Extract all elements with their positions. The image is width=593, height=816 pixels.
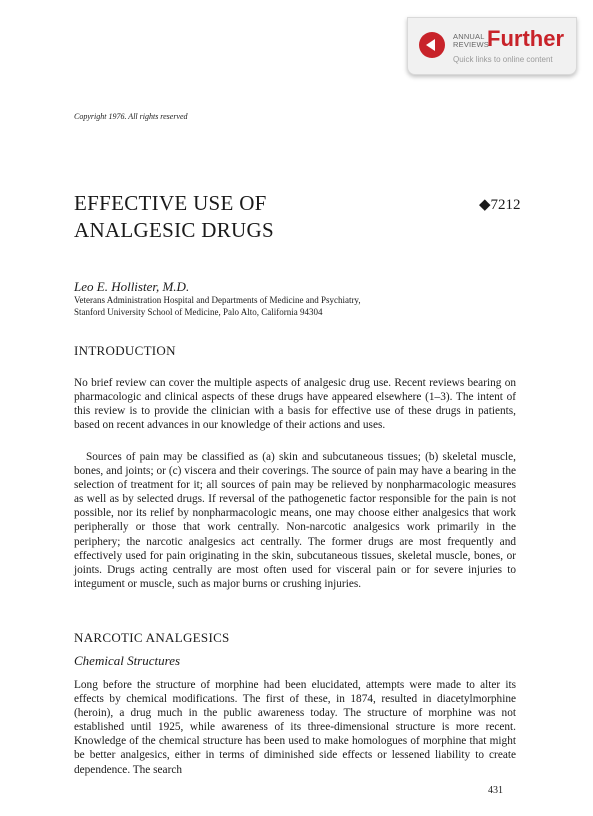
badge-further-label: Further [487, 26, 564, 51]
section-heading-narcotic-analgesics: NARCOTIC ANALGESICS [74, 630, 230, 645]
section-heading-introduction: INTRODUCTION [74, 343, 176, 358]
author-affiliation-line1: Veterans Administration Hospital and Departments of Medicine and Psychiatry, [74, 295, 361, 305]
author-name: Leo E. Hollister, M.D. [74, 279, 190, 294]
paragraph-chemical-1: Long before the structure of morphine had been elucidated, attempts were made to alter its effects by chemical modifications. The first of these, in 1874, resulted in diacetylmorphine (heroin), a drug much in the public awareness today. The structure of morphine was not established until 1925, while awareness of its three-dimensional structure is more recent. Knowledge of the chemical structure has been used to make homologues of morphine that might be better analgesics, either in terms of diminished side effects or lessened liability to create dependence. The search [74, 679, 516, 776]
paragraph-intro-2: Sources of pain may be classified as (a) skin and subcutaneous tissues; (b) skeletal muscle, bones, and joints; or (c) viscera and their coverings. The source of pain may have a bearing in the selection of treatment for it; all sources of pain may be relieved by nonpharmacologic measures as well as by selected drugs. If reversal of the pathogenetic factor responsible for the pain is not possible, nor its relief by nonpharmacologic means, one may choose either analgesics that work peripherally or those that work centrally. Non-narcotic analgesics work primarily in the periphery; the narcotic analgesics act centrally. The former drugs are most frequently and effectively used for pain originating in the skin, subcutaneous tissues, skeletal muscle, bones, or joints. Drugs acting centrally are most often used for visceral pain or for severe injuries to integument or muscle, such as major burns or crushing injuries. [74, 451, 516, 590]
document-number: ◆7212 [479, 197, 521, 213]
copyright-notice: Copyright 1976. All rights reserved [74, 112, 188, 121]
badge-annual-label: ANNUAL [453, 32, 485, 41]
article-title: EFFECTIVE USE OF ANALGESIC DRUGS [74, 191, 274, 242]
badge-reviews-label: REVIEWS [453, 40, 489, 49]
author-affiliation-line2: Stanford University School of Medicine, Palo Alto, California 94304 [74, 307, 323, 317]
subsection-heading-chemical-structures: Chemical Structures [74, 653, 181, 668]
back-arrow-icon [419, 32, 445, 58]
paragraph-intro-1: No brief review can cover the multiple aspects of analgesic drug use. Recent reviews bearing on pharmacologic and clinical aspects of these drugs have appeared elsewhere (1–3). The intent of this review is to provide the clinician with a basis for effective use of these drugs in patients, based on recent advances in our knowledge of their actions and uses. [74, 377, 516, 432]
further-links-badge[interactable] [407, 17, 577, 75]
page-number: 431 [488, 785, 503, 796]
badge-subtitle: Quick links to online content [453, 55, 553, 64]
